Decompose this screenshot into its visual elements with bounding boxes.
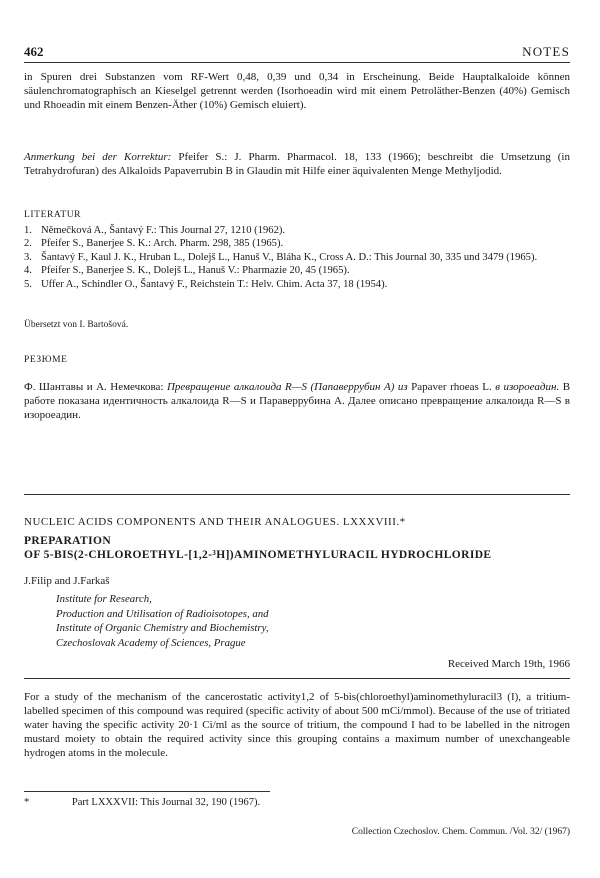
literatur-heading: LITERATUR [24, 210, 82, 220]
reference-item: 3. Šantavý F., Kaul J. K., Hruban L., Dolejš L., Hanuš V., Bláha K., Cross A. D.: This Journal 30, 335 und 3479 (1965). [24, 251, 538, 263]
reference-item: 1. Němečková A., Šantavý F.: This Journal 27, 1210 (1962). [24, 225, 286, 236]
running-head: NOTES [522, 44, 570, 59]
resume-species: Papaver rhoeas L. [411, 381, 492, 393]
resume-text [24, 380, 570, 422]
resume-title-end: в изороеадин. [495, 381, 560, 393]
series-title: NUCLEIC ACIDS COMPONENTS AND THEIR ANALOGUES. LXXXVIII.* [24, 516, 406, 528]
affiliation-line: Production and Utilisation of Radioisotopes, and [56, 607, 269, 620]
abstract-rule [24, 678, 570, 679]
header-rule [24, 62, 570, 63]
resume-title: Превращение алкалоида R—S (Папаверрубин А) из [166, 381, 408, 393]
reference-item: 5. Uffer A., Schindler O., Šantavý F., Reichstein T.: Helv. Chim. Acta 37, 18 (1954). [24, 278, 388, 290]
affiliation-line: Institute of Organic Chemistry and Biochemistry, [56, 622, 269, 634]
resume-authors: Ф. Шантавы и А. Немечкова: [24, 381, 164, 393]
article-separator-rule [24, 494, 570, 495]
article-authors: J.Filip and J.Farkaš [24, 575, 110, 587]
correction-note-text: Pfeifer S.: J. Pharm. Pharmacol. 18, 133 (1966); beschreibt die Umsetzung (in Tetrahydrofuran) des Alkaloids Papaverrubin B in Glaudin mit Hilfe einer äquivalenten Menge Methyljodid. [24, 151, 570, 177]
page-header [24, 44, 570, 64]
affiliation-line: Czechoslovak Academy of Sciences, Prague [56, 636, 246, 649]
journal-colophon: Collection Czechoslov. Chem. Commun. /Vol. 32/ (1967) [351, 827, 570, 837]
correction-note-lead: Anmerkung bei der Korrektur: [24, 151, 172, 163]
page-number: 462 [24, 44, 44, 59]
footnote [24, 796, 570, 810]
reference-list [24, 224, 570, 291]
affiliations [24, 592, 570, 650]
affiliation-line: Institute for Research, [56, 593, 152, 605]
footnote-rule [24, 791, 270, 792]
footnote-text: Part LXXXVII: This Journal 32, 190 (1967). [71, 797, 261, 808]
footnote-mark: * [24, 797, 30, 808]
article-title-line1: PREPARATION [24, 535, 112, 547]
reference-item: 4. Pfeifer S., Banerjee S. K., Dolejš L., Hanuš V.: Pharmazie 20, 45 (1965). [24, 265, 350, 277]
resume-heading: РЕЗЮМЕ [24, 355, 68, 365]
translator-credit: Übersetzt von I. Bartošová. [24, 320, 129, 330]
received-date: Received March 19th, 1966 [447, 658, 570, 670]
article-body: For a study of the mechanism of the cancerostatic activity1,2 of 5-bis(chloroethyl)aminomethyluracil3 (I), a tritium-labelled specimen of this compound was required (specific activity of about 500 mCi/mmol). Because of the use of tritiated water having the specific activity 20·1 Ci/ml as the source of tritium, the compound I had to be labelled in the nitrogen mustard moiety to obtain the required activity since this grouping contains a maximum number of unexchangeable hydrogen atoms in the molecule. [24, 691, 570, 759]
reference-item: 2. Pfeifer S., Banerjee S. K.: Arch. Pharm. 298, 385 (1965). [24, 238, 284, 250]
resume-body: В работе показана идентичность алкалоида R—S и Параверрубина А. Далее описано превращение алкалоида R—S в изороеадин. [24, 381, 571, 421]
article-title-line2: OF 5-BIS(2-CHLOROETHYL-[1,2-³H])AMINOMETHYLURACIL HYDROCHLORIDE [24, 549, 492, 561]
german-paragraph: in Spuren drei Substanzen vom RF-Wert 0,48, 0,39 und 0,34 in Erscheinung. Beide Hauptalkaloide können säulenchromatographisch an Kieselgel getrennt werden (Isorhoeadin wird mit einem Petroläther-Benzen (40%) Gemisch und Rhoeadin mit einem Benzen-Äther (10%) Gemisch eluiert). [24, 71, 570, 111]
correction-note [24, 150, 570, 178]
